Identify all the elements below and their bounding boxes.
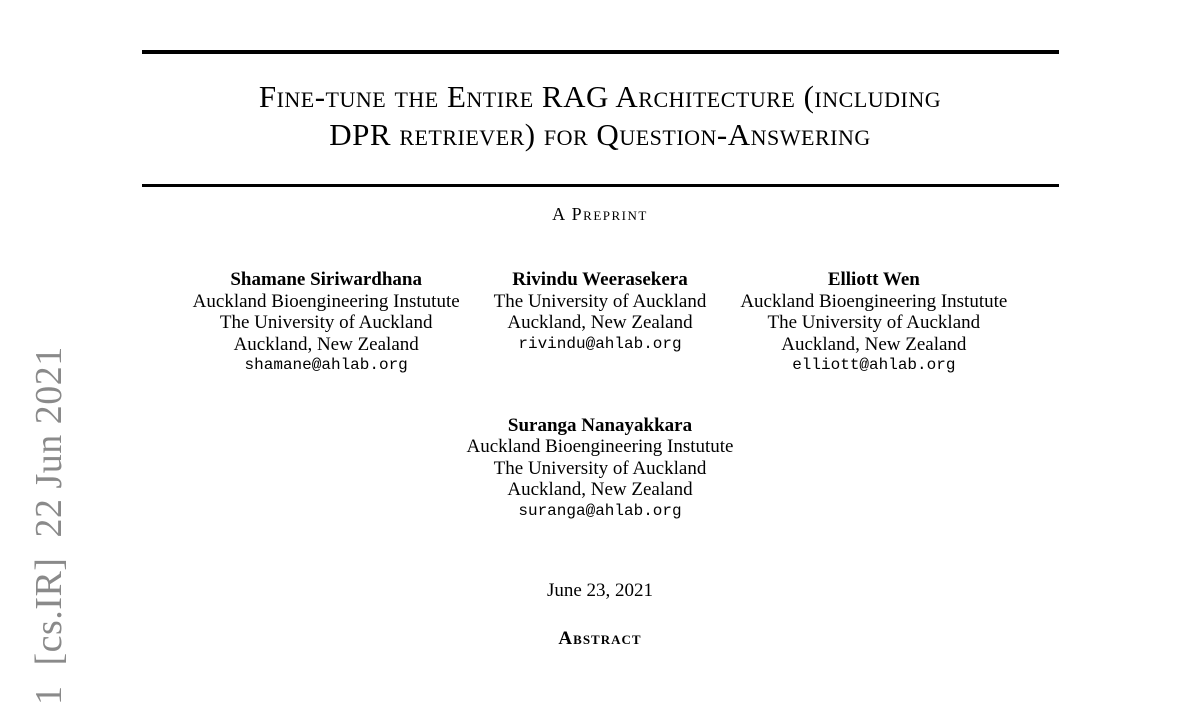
author-affiliation-line: Auckland Bioengineering Instutute (466, 436, 734, 457)
authors-row-2 (142, 415, 1059, 523)
author-block-elliott (740, 269, 1007, 377)
paper-page (142, 50, 1059, 650)
author-block-suranga (467, 415, 734, 523)
author-name: Suranga Nanayakkara (507, 414, 693, 436)
paper-title (142, 78, 1059, 154)
author-email: elliott@ahlab.org (792, 356, 956, 374)
preprint-label: A Preprint (552, 204, 648, 224)
author-affiliation-line: Auckland, New Zealand (781, 333, 967, 355)
authors-row-1 (142, 269, 1059, 377)
abstract-heading: Abstract (558, 627, 642, 649)
author-affiliation-line: The University of Auckland (219, 312, 433, 333)
author-affiliation-line: Auckland, New Zealand (507, 479, 693, 500)
author-email: rivindu@ahlab.org (518, 334, 682, 353)
author-affiliation-line: Auckland Bioengineering Instutute (740, 290, 1008, 312)
horizontal-rule-top (142, 50, 1059, 54)
author-affiliation-line: The University of Auckland (767, 312, 981, 333)
author-affiliation-line: Auckland, New Zealand (507, 312, 693, 333)
author-affiliation-line: The University of Auckland (493, 457, 707, 479)
author-email: suranga@ahlab.org (518, 501, 682, 520)
publication-date: June 23, 2021 (546, 580, 654, 601)
paper-title-line-2: DPR retriever) for Question-Answering (329, 116, 871, 152)
author-name: Elliott Wen (827, 269, 920, 290)
horizontal-rule-bottom (142, 184, 1059, 188)
author-name: Rivindu Weerasekera (512, 269, 688, 290)
author-affiliation-line: The University of Auckland (493, 290, 707, 312)
author-block-shamane (193, 269, 460, 377)
paper-title-line-1: Fine-tune the Entire RAG Architecture (including (258, 78, 942, 114)
arxiv-watermark: 1 [cs.IR] 22 Jun 2021 (28, 346, 70, 705)
author-affiliation-line: Auckland, New Zealand (233, 333, 419, 355)
author-block-rivindu (494, 269, 707, 355)
author-email: shamane@ahlab.org (244, 356, 408, 374)
author-affiliation-line: Auckland Bioengineering Instutute (192, 290, 460, 312)
author-name: Shamane Siriwardhana (230, 269, 422, 290)
